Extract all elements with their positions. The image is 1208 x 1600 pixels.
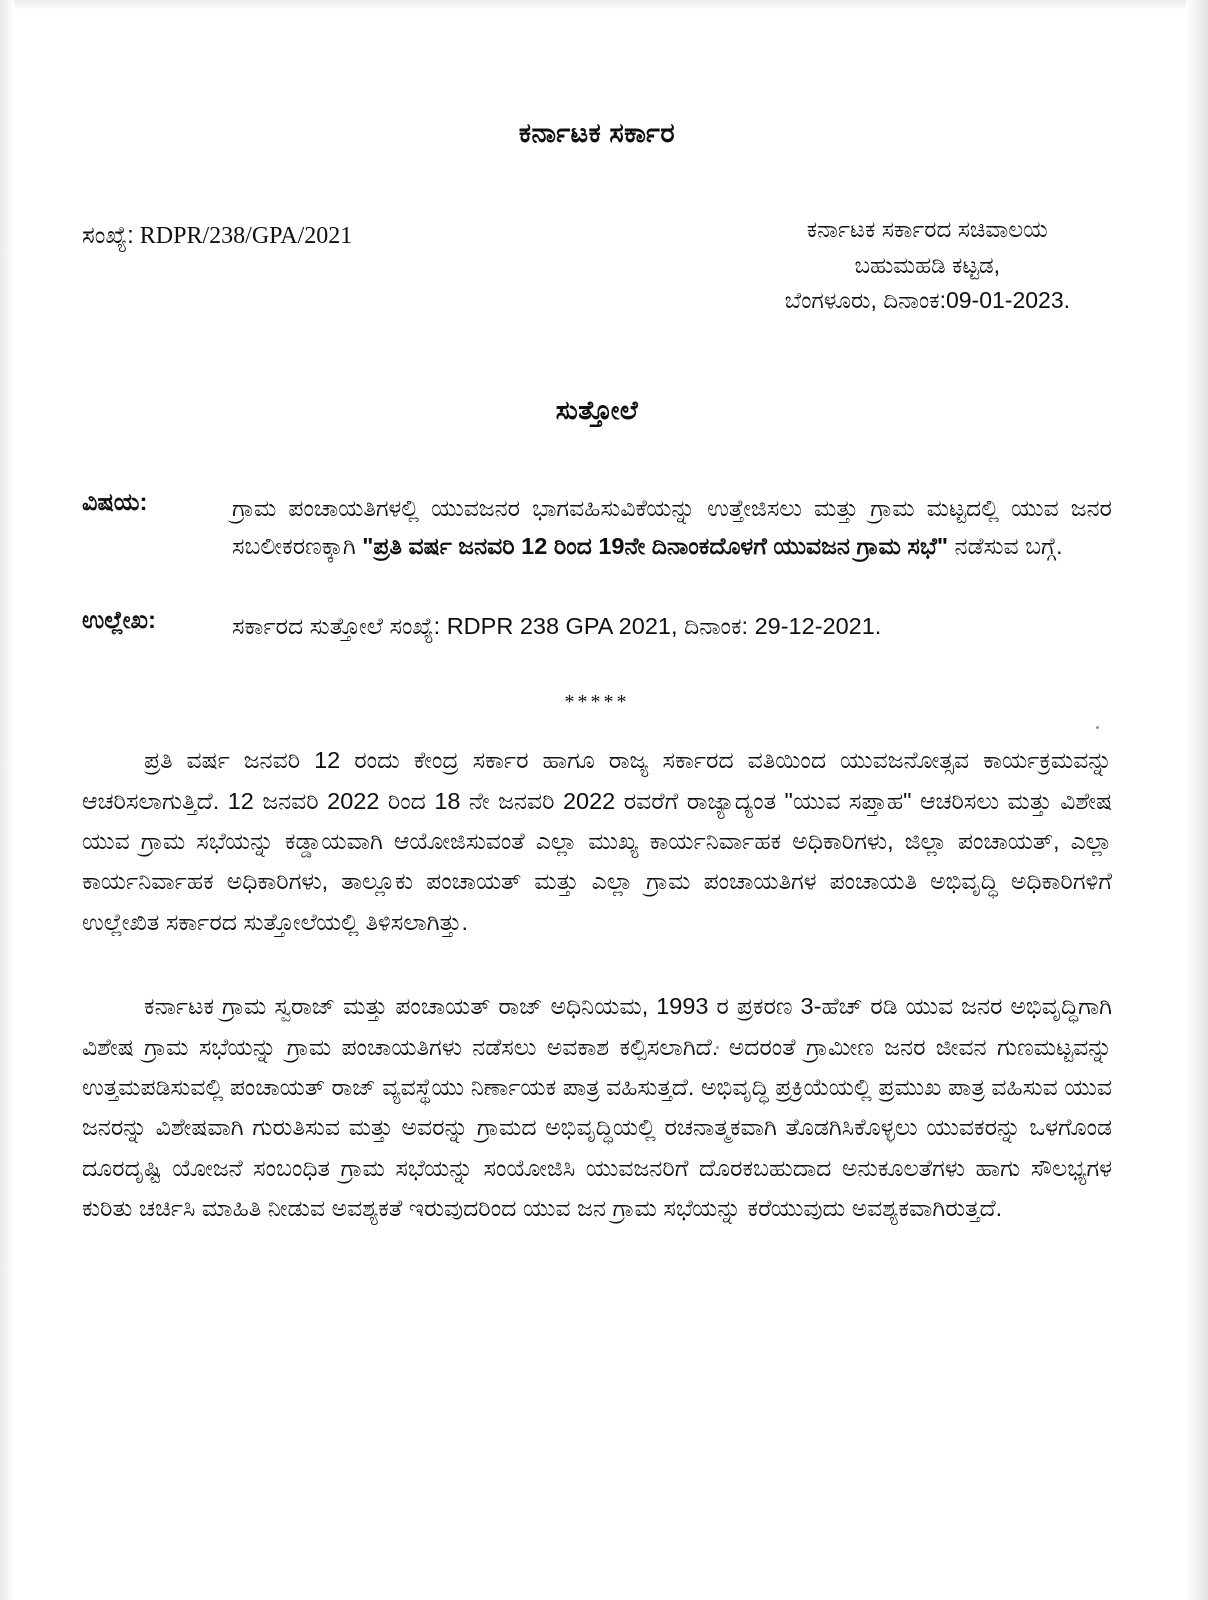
scan-edge-top [0,0,1208,10]
body-paragraph-2: ಕರ್ನಾಟಕ ಗ್ರಾಮ ಸ್ವರಾಜ್ ಮತ್ತು ಪಂಚಾಯತ್ ರಾಜ್ ಅಧಿನಿಯಮ, 1993 ರ ಪ್ರಕರಣ 3-ಹೆಚ್ ರಡಿ ಯುವ ಜನರ ಅಭಿವೃದ್ಧಿಗಾಗಿ ವಿಶೇಷ ಗ್ರಾಮ ಸಭೆಯನ್ನು ಗ್ರಾಮ ಪಂಚಾಯತಿಗಳು ನಡೆಸಲು ಅವಕಾಶ ಕಲ್ಪಿಸಲಾಗಿದೆ. ಅದರಂತೆ ಗ್ರಾಮೀಣ ಜನರ ಜೀವನ ಗುಣಮಟ್ಟವನ್ನು ಉತ್ತಮಪಡಿಸುವಲ್ಲಿ ಪಂಚಾಯತ್ ರಾಜ್ ವ್ಯವಸ್ಥೆಯು ನಿರ್ಣಾಯಕ ಪಾತ್ರ ವಹಿಸುತ್ತದೆ. ಅಭಿವೃದ್ಧಿ ಪ್ರಕ್ರಿಯೆಯಲ್ಲಿ ಪ್ರಮುಖ ಪಾತ್ರ ವಹಿಸುವ ಯುವ ಜನರನ್ನು ವಿಶೇಷವಾಗಿ ಗುರುತಿಸುವ ಮತ್ತು ಅವರನ್ನು ಗ್ರಾಮದ ಅಭಿವೃದ್ಧಿಯಲ್ಲಿ ರಚನಾತ್ಮಕವಾಗಿ ತೊಡಗಿಸಿಕೊಳ್ಳಲು ಯುವಕರನ್ನು ಒಳಗೊಂಡ ದೂರದೃಷ್ಟಿ ಯೋಜನೆ ಸಂಬಂಧಿತ ಗ್ರಾಮ ಸಭೆಯನ್ನು ಸಂಯೋಜಿಸಿ ಯುವಜನರಿಗೆ ದೊರಕಬಹುದಾದ ಅನುಕೂಲತೆಗಳು ಹಾಗು ಸೌಲಭ್ಯಗಳ ಕುರಿತು ಚರ್ಚಿಸಿ ಮಾಹಿತಿ ನೀಡುವ ಅವಶ್ಯಕತೆ ಇರುವುದರಿಂದ ಯುವ ಜನ ಗ್ರಾಮ ಸಭೆಯನ್ನು ಕರೆಯುವುದು ಅವಶ್ಯಕವಾಗಿರುತ್ತದೆ. [82,993,1112,1222]
reference-label: ಉಲ್ಲೇಖ: [82,607,156,635]
document-meta-row [82,212,1112,319]
section-separator: ***** [564,691,630,714]
address-line-3: ಬೆಂಗಳೂರು, ದಿನಾಂಕ:09-01-2023. [784,287,1070,314]
reference-number-value: RDPR/238/GPA/2021 [139,223,353,249]
reference-text: ಸರ್ಕಾರದ ಸುತ್ತೋಲೆ ಸಂಖ್ಯೆ: RDPR 238 GPA 2021, ದಿನಾಂಕ: 29-12-2021. [232,613,882,640]
subject-block [82,489,1112,565]
page-title: ಕರ್ನಾಟಕ ಸರ್ಕಾರ [518,118,676,148]
address-line-1: ಕರ್ನಾಟಕ ಸರ್ಕಾರದ ಸಚಿವಾಲಯ [806,216,1048,242]
reference-block [82,607,1112,645]
body-paragraph-1: ಪ್ರತಿ ವರ್ಷ ಜನವರಿ 12 ರಂದು ಕೇಂದ್ರ ಸರ್ಕಾರ ಹಾಗೂ ರಾಜ್ಯ ಸರ್ಕಾರದ ವತಿಯಿಂದ ಯುವಜನೋತ್ಸವ ಕಾರ್ಯಕ್ರಮವನ್ನು ಆಚರಿಸಲಾಗುತ್ತಿದೆ. 12 ಜನವರಿ 2022 ರಿಂದ 18 ನೇ ಜನವರಿ 2022 ರವರೆಗೆ ರಾಜ್ಯಾದ್ಯಂತ "ಯುವ ಸಪ್ತಾಹ" ಆಚರಿಸಲು ಮತ್ತು ವಿಶೇಷ ಯುವ ಗ್ರಾಮ ಸಭೆಯನ್ನು ಕಡ್ಡಾಯವಾಗಿ ಆಯೋಜಿಸುವಂತೆ ಎಲ್ಲಾ ಮುಖ್ಯ ಕಾರ್ಯನಿರ್ವಾಹಕ ಅಧಿಕಾರಿಗಳು, ಜಿಲ್ಲಾ ಪಂಚಾಯತ್, ಎಲ್ಲಾ ಕಾರ್ಯನಿರ್ವಾಹಕ ಅಧಿಕಾರಿಗಳು, ತಾಲ್ಲೂಕು ಪಂಚಾಯತ್ ಮತ್ತು ಎಲ್ಲಾ ಗ್ರಾಮ ಪಂಚಾಯತಿಗಳ ಪಂಚಾಯತಿ ಅಭಿವೃದ್ಧಿ ಅಧಿಕಾರಿಗಳಿಗೆ ಉಲ್ಲೇಖಿತ ಸರ್ಕಾರದ ಸುತ್ತೋಲೆಯಲ್ಲಿ ತಿಳಿಸಲಾಗಿತ್ತು. [82,747,1112,935]
subject-label: ವಿಷಯ: [82,488,148,516]
reference-number [82,212,352,250]
address-line-2: ಬಹುಮಹಡಿ ಕಟ್ಟಡ, [854,251,1001,278]
subject-text-part-2: ನಡೆಸುವ ಬಗ್ಗೆ. [948,532,1063,559]
reference-number-label: ಸಂಖ್ಯೆ: [82,222,134,249]
subject-text [232,489,1112,565]
subject-text-part-1: ಗ್ರಾಮ ಪಂಚಾಯತಿಗಳಲ್ಲಿ ಯುವಜನರ ಭಾಗವಹಿಸುವಿಕೆಯನ್ನು ಉತ್ತೇಜಿಸಲು ಮತ್ತು ಗ್ರಾಮ ಮಟ್ಟದಲ್ಲಿ ಯುವ ಜನರ ಸಬಲೀಕರಣಕ್ಕಾಗಿ [232,494,1112,559]
document-body [0,118,1208,1229]
subject-text-quoted: "ಪ್ರತಿ ವರ್ಷ ಜನವರಿ 12 ರಿಂದ 19ನೇ ದಿನಾಂಕದೊಳಗೆ ಯುವಜನ ಗ್ರಾಮ ಸಭೆ" [362,532,949,559]
document-type-heading: ಸುತ್ತೋಲೆ [555,394,639,425]
issuing-office-address [785,212,1070,319]
